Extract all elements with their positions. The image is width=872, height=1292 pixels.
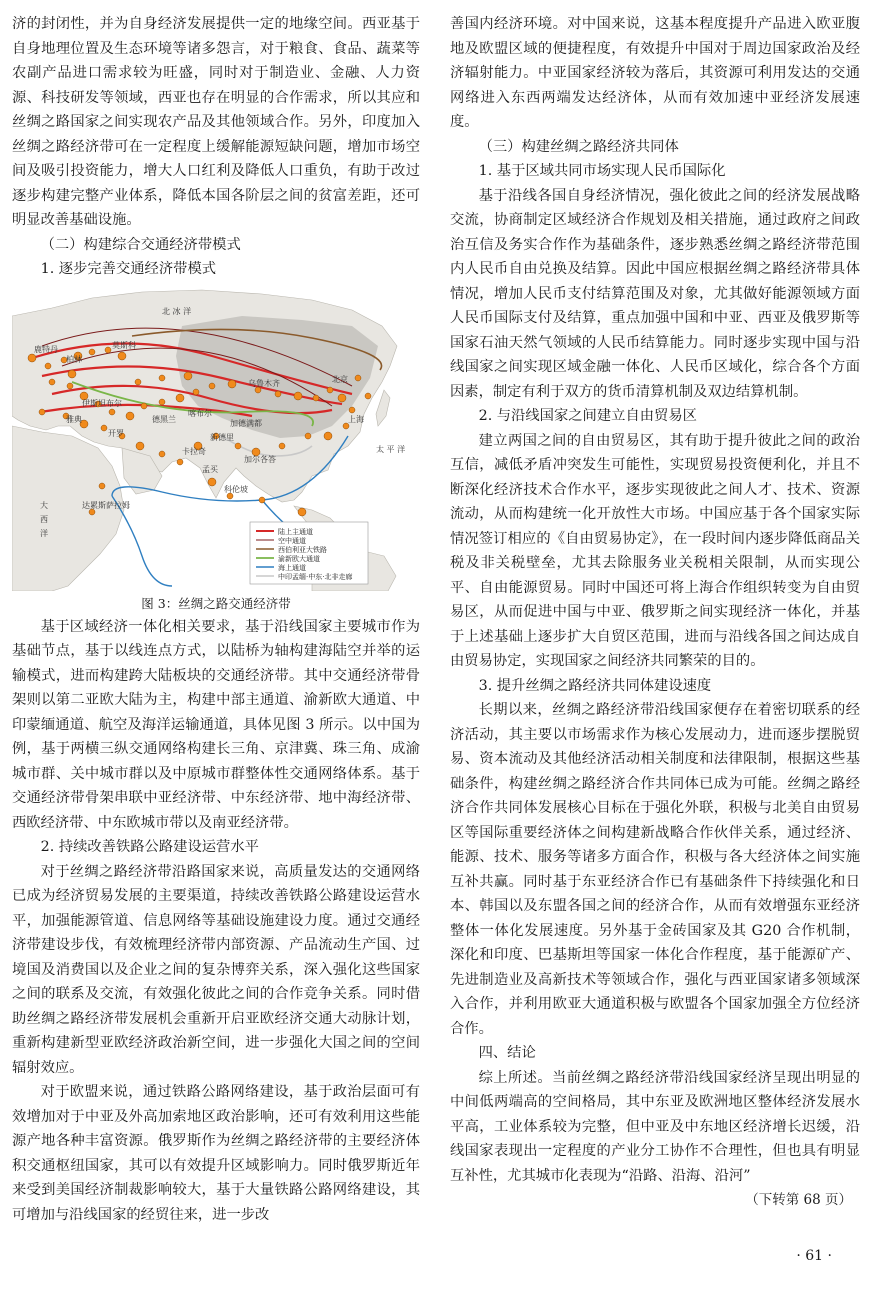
right-paragraph-4: 长期以来，丝绸之路经济带沿线国家便存在着密切联系的经济活动，其主要以市场需求作为核心发展动力，进而逐步摆脱贸易、资本流动及其他经济活动相关制度和法律限制，根据这些基础条件，构建丝绸之路经济合作共同体已成为可能。丝绸之路经济合作共同体发展核心目标在于强化外联，积极与北美自由贸易区等国际重要经济体之间构建新战略合作伙伴关系，通过经济、能源、技术、服务等诸多方面合作，积极与各大经济体之间实施互补共赢。同时基于东亚经济合作已有基础条件下持续强化和日本、韩国以及东盟各国之间的经济合作，从而有效增强东亚经济整体一体化发展速度。另外基于金砖国家及其 G20 合作机制，深化和印度、巴基斯坦等国家一体化合作程度，基于能源矿产、先进制造业及高新技术等领域合作，强化与西亚国家诸多领域深入合作，并利用欧亚大通道积极与欧盟各个国家加强全方位经济合作。: [450, 702, 860, 1037]
legend-label-main: 陆上主通道: [278, 527, 313, 536]
right-paragraph-2: 基于沿线各国自身经济情况，强化彼此之间的经济发展战略交流，协商制定区域经济合作规划及相关措施，通过政府之间政治互信及务实合作作为基础条件，逐步熟悉丝绸之路经济带范围内人民币自由兑换及结算。因此中国应根据丝绸之路经济带具体情况，增加人民币支付结算范围及对象，尤其做好能源领域方面人民币国际支付及结算，重点加强中国和中亚、西亚及俄罗斯等国家石油天然气领域的人民币结算能力。同时逐步实现中国与沿线国家之间实现区域金融一体化、人民币区域化，综合各个方面因素，制定有利于双方的货币清算机制及双边结算机制。: [450, 187, 860, 400]
city-label-moscow: 莫斯科: [112, 340, 136, 350]
ocean-label-atlantic-2: 西: [40, 514, 48, 524]
city-dot: [305, 433, 311, 439]
right-paragraph-5: 综上所述。当前丝绸之路经济带沿线国家经济呈现出明显的中间低两端高的空间格局，其中东亚及欧洲地区整体经济发展水平高，工业体系较为完整，但中亚及中东地区经济增长迟缓，沿线国家表现出一定程度的产业分工协作不合理性，但也具有明显互补性，尤其城市化表现为“沿路、沿海、沿河”: [450, 1069, 860, 1184]
city-label-mumbai: 孟买: [202, 464, 218, 474]
left-column: [12, 12, 420, 1227]
city-dot: [228, 380, 236, 388]
city-dot: [68, 370, 76, 378]
city-label-berlin: 柏林: [66, 354, 82, 364]
right-paragraph-3: 建立两国之间的自由贸易区，其有助于提升彼此之间的政治互信，减低矛盾冲突发生可能性，实现贸易投资便利化，并且不断深化经济技术合作水平，逐步实现彼此之间人才、技术、资源流动，从而构建统一化开放性大市场。中国应基于各个国家实际情况签订相应的《自由贸易协定》，在一段时间内逐步降低商品关税及非关税壁垒，尤其去除服务业关税相关限制，从而实现公平、自由能源贸易。同时中国还可将上海合作组织转变为自由贸易区，从而促进中国与中亚、俄罗斯之间实现经济一体化，并基于上述基础上逐步扩大自贸区范围，进而与沿线各国之间达成自由贸易协定，实现国家之间经济共同繁荣的目的。: [450, 432, 860, 669]
city-dot: [193, 389, 199, 395]
subheading-community-speed: 3. 提升丝绸之路经济共同体建设速度: [478, 677, 712, 694]
city-dot: [109, 409, 115, 415]
city-dot: [298, 508, 306, 516]
city-label-colombo: 科伦坡: [224, 484, 248, 494]
right-column: [450, 12, 860, 1213]
city-dot: [136, 442, 144, 450]
city-dot: [177, 459, 183, 465]
city-dot: [279, 443, 285, 449]
city-dot: [118, 352, 126, 360]
city-label-rotterdam: 鹿特丹: [34, 344, 58, 354]
city-label-athens: 雅典: [66, 414, 82, 424]
page-number: · 61 ·: [796, 1248, 832, 1264]
city-dot: [135, 379, 141, 385]
legend-label-air: 空中通道: [278, 536, 306, 545]
legend-label-yuxinou: 渝新欧大通道: [278, 554, 320, 563]
legend-label-siberia: 西伯利亚大铁路: [278, 545, 327, 554]
city-dot: [28, 354, 36, 362]
city-dot: [159, 451, 165, 457]
city-dot: [67, 383, 73, 389]
figure-caption: 图 3：丝绸之路交通经济带: [141, 595, 291, 611]
left-paragraph-4: 对于欧盟来说，通过铁路公路网络建设，基于政治层面可有效增加对于中亚及外高加索地区政治影响，还可有效利用这些能源产地各种丰富资源。俄罗斯作为丝绸之路经济带的主要经济体积交通枢纽国家，其可以有效提升区域影响力。同时俄罗斯近年来受到美国经济制裁影响较大，基于大量铁路公路网络建设，其可增加与沿线国家的经贸往来，进一步改: [12, 1084, 420, 1223]
city-label-kathmandu: 加德满都: [230, 418, 262, 428]
right-paragraph-1: 善国内经济环境。对中国来说，这基本程度提升产品进入欧亚腹地及欧盟区域的便捷程度，有效提升中国对于周边国家政治及经济辐射能力。中亚国家经济较为落后，其资源可利用发达的交通网络进入东西两端发达经济体，从而有效加速中亚经济发展速度。: [450, 16, 860, 130]
left-paragraph-1: 济的封闭性，并为自身经济发展提供一定的地缘空间。西亚基于自身地理位置及生态环境等诸多怨言，对于粮食、食品、蔬菜等农副产品进口需求较为旺盛，同时对于制造业、金融、人力资源、科技研发等领域，西亚也存在明显的合作需求，所以其应和丝绸之路国家之间实现农产品及其他领域合作。另外，印度加入丝绸之路经济带可在一定程度上缓解能源短缺问题，增加市场空间及吸引投资能力，增大人口红利及降低人口重负，有助于改过逐步构建完整产业体系，降低本国各阶层之间的贫富差距，还可明显改善基础设施。: [12, 16, 420, 228]
city-dot: [365, 393, 371, 399]
section-heading-3: （三）构建丝绸之路经济共同体: [478, 138, 679, 155]
city-dot: [324, 432, 332, 440]
city-dot: [99, 483, 105, 489]
city-dot: [208, 478, 216, 486]
city-dot: [259, 497, 265, 503]
city-label-tehran: 德黑兰: [152, 414, 176, 424]
city-dot: [209, 383, 215, 389]
city-dot: [235, 443, 241, 449]
city-dot: [39, 409, 45, 415]
city-dot: [126, 412, 134, 420]
city-dot: [327, 387, 333, 393]
city-dot: [275, 391, 281, 397]
subheading-transport-belt: 1. 逐步完善交通经济带模式: [40, 261, 217, 277]
city-label-istanbul: 伊斯坦布尔: [82, 398, 122, 408]
city-label-karachi: 卡拉奇: [182, 446, 206, 456]
city-label-cairo: 开罗: [108, 428, 124, 438]
left-paragraph-3: 对于丝绸之路经济带沿路国家来说，高质量发达的交通网络已成为经济贸易发展的主要渠道，持续改善铁路公路建设运营水平，加强能源管道、信息网络等基础设施建设力度。通过交通经济带建设步伐，有效梳理经济带内部资源、产品流动生产国、过境国及消费国以及企业之间的复杂博弈关系，深入强化这些国家之间的联系及交流，有效强化彼此之间的合作竞争关系。同时借助丝绸之路经济带发展机会重新开启亚欧经济交通大动脉计划，重新构建新型亚欧经济政治新空间，进一步强化大国之间的空间辐射效应。: [12, 863, 420, 1076]
subheading-rail-road: 2. 持续改善铁路公路建设运营水平: [40, 839, 259, 855]
ocean-label-arctic: 北 冰 洋: [162, 306, 192, 316]
city-dot: [349, 407, 355, 413]
city-dot: [45, 363, 51, 369]
city-label-urumqi: 乌鲁木齐: [248, 378, 280, 388]
map-legend: [250, 522, 368, 584]
subheading-rmb-internationalization: 1. 基于区域共同市场实现人民币国际化: [478, 163, 726, 179]
city-dot: [101, 425, 107, 431]
city-dot: [159, 399, 165, 405]
silk-road-map-figure: [12, 286, 420, 591]
subheading-free-trade-zone: 2. 与沿线国家之间建立自由贸易区: [478, 408, 697, 424]
city-label-kolkata: 加尔各答: [244, 454, 276, 464]
continued-note: （下转第 68 页）: [745, 1192, 852, 1208]
city-dot: [105, 347, 111, 353]
silk-road-map: [12, 286, 420, 591]
city-label-dar-es-salaam: 达累斯萨拉姆: [82, 500, 130, 510]
city-dot: [184, 372, 192, 380]
city-dot: [294, 392, 302, 400]
city-dot: [313, 395, 319, 401]
section-heading-2: （二）构建综合交通经济带模式: [40, 236, 241, 253]
city-label-beijing: 北京: [332, 374, 348, 384]
legend-label-corridor: 中印孟缅·中东·北非走廊: [278, 572, 353, 581]
ocean-label-atlantic-3: 洋: [40, 528, 48, 538]
city-dot: [141, 403, 147, 409]
ocean-label-atlantic-1: 大: [40, 500, 48, 510]
ocean-label-pacific: 太 平 洋: [376, 444, 406, 454]
section-heading-conclusion: 四、结论: [478, 1045, 536, 1061]
city-dot: [355, 375, 361, 381]
city-dot: [89, 349, 95, 355]
city-label-shanghai: 上海: [348, 414, 364, 424]
left-paragraph-2: 基于区域经济一体化相关要求，基于沿线国家主要城市作为基础节点，基于以线连点方式，以陆桥为轴构建海陆空并举的运输模式，进而构建跨大陆板块的交通经济带。其中交通经济带骨架则以第二亚欧大陆为主，构建中部主通道、渝新欧大通道、中印蒙缅通道、航空及海洋运输通道，具体见图 3 所示。以中国为例，基于两横三纵交通网络构建长三角、京津冀、珠三角、成渝城市群、关中城市群以及中原城市群整体性交通网络体系。基于交通经济带骨架串联中亚经济带、中东经济带、地中海经济带、西欧经济带、中东欧城市带以及南亚经济带。: [12, 618, 420, 831]
city-dot: [338, 394, 346, 402]
city-dot: [49, 379, 55, 385]
city-label-new-delhi: 新德里: [210, 432, 234, 442]
city-label-kabul: 喀布尔: [188, 408, 212, 418]
city-dot: [159, 375, 165, 381]
city-dot: [176, 394, 184, 402]
legend-label-sea: 海上通道: [278, 563, 306, 572]
